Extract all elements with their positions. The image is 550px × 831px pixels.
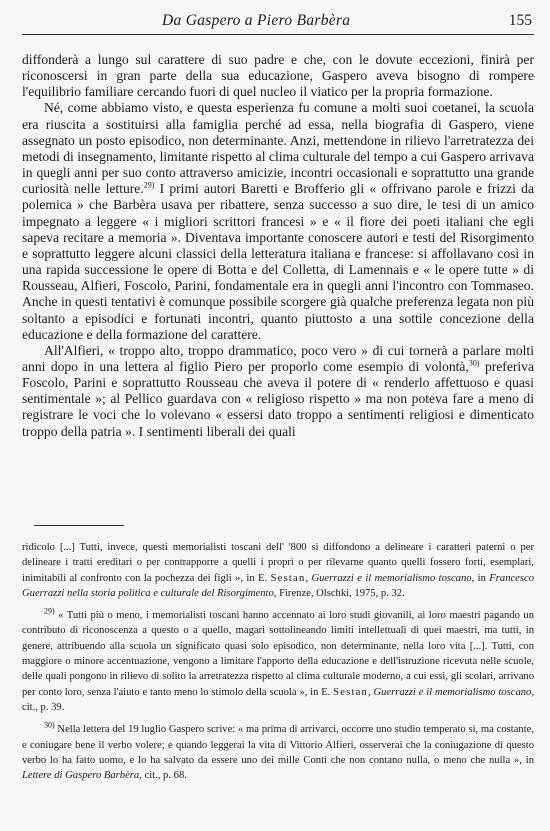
footnote-title: Guerrazzi e il memorialismo toscano xyxy=(311,572,472,584)
footnote-sep: , xyxy=(368,686,374,698)
paragraph-2 xyxy=(22,100,534,342)
footnote-divider xyxy=(34,525,124,526)
paragraph-1: diffonderà a lungo sul carattere di suo padre e che, con le dovute eccezioni, finirà per riconoscersi in gran parte della sua educazione, Gaspero aveva bisogno di rompere l'equilibrio familiare cercando fuori di quel nucleo il viatico per la propria formazione. xyxy=(22,52,534,100)
footnote-sep: , in xyxy=(471,572,490,584)
footnote-citation: , cit., p. 39. xyxy=(22,686,534,713)
paragraph-2-text-a: Né, come abbiamo visto, e questa esperienza fu comune a molti suoi coetanei, la scuola era riuscita a sostituirsi alla famiglia perché ad essa, nella biografia di Gaspero, viene assegnato un posto episodico, non determinante. Anzi, mettendone in rilievo l'arretratezza dei metodi di insegnamento, limitante rispetto al clima culturale del tempo a cui Gaspero arrivava in quegli anni per suo conto attraverso amicizie, incontri occasionali e soprattutto una grande curiosità nelle letture. xyxy=(22,100,534,197)
footnote-sep: , xyxy=(305,572,312,584)
footnote-author: Sestan xyxy=(270,572,306,584)
footnotes xyxy=(22,540,534,790)
running-title: Da Gaspero a Piero Barbèra xyxy=(162,12,351,29)
footnote-title: Lettere di Gaspero Barbèra xyxy=(22,770,140,782)
paragraph-2-text-b: I primi autori Baretti e Brofferio gli « offrivano parole e frizzi da polemica » che Barbèra usava per ribattere, senza successo a suo dire, le tesi di un amico impegnato a leggere « i migliori scrittori francesi » e « il fiore dei poeti italiani che egli sapeva recitare a memoria ». Diventava importante conoscere autori e testi del Risorgimento e soprattutto leggere alcuni classici della letteratura italiana e francese: si affollavano così in una rapida successione le opere di Botta e del Colletta, di Lamennais e « le opere tutte » di Rousseau, Alfieri, Foscolo, Parini, fondamentale era in quegli anni l'incontro con Tommaseo. Anche in questi tentativi è comunque possibile scorgere già qualche preferenza legata non più soltanto a episodici e fortunati incontri, quanto piuttosto a una sottile concezione della educazione e della formazione del carattere. xyxy=(22,181,534,342)
footnote-ref-30[interactable]: 30) xyxy=(468,358,480,368)
footnote-title: Francesco Guerrazzi nella storia politica e culturale del Risorgimento xyxy=(22,572,535,599)
footnote-title: Guerrazzi e il memorialismo toscano xyxy=(373,686,532,698)
footnote-29 xyxy=(22,608,534,715)
footnote-29-text: « Tutti più o meno, i memorialisti toscani hanno accennato ai loro studi giovanili, ai loro maestri pagando un contributo di riconoscenza a questo o a quello, magari sottolineando limiti intellettuali di quei maestri, ma tutti, in genere, attribuendo alla scuola un significato quasi solo episodico, non determinante, nella loro vita [...]. Tutti, con maggiore o minore accentuazione, vengono a limitare l'apporto della educazione e dell'istruzione ricevuta nelle scuole, delle quali pongono in rilievo di solito la arretratezza rispetto al clima culturale moderno, a cui essi, gli scolari, arrivano per conto loro, senza l'aiuto e tanto meno lo stimolo della scuola », in E. xyxy=(22,610,534,698)
footnote-30-text: Nella lettera del 19 luglio Gaspero scrive: « ma prima di arrivarci, occorre uno studio temperato sì, ma costante, e coniugare bene il verbo volere; e quando leggerai la vita di Vittorio Alfieri, osserverai che la coniugazione di questo verbo lo ha fatto uomo, e lo ha salvato da essere uno dei mille Conti che non contano nulla, o meno che nulla », in xyxy=(22,724,534,766)
page-header xyxy=(22,10,534,35)
page-number: 155 xyxy=(508,12,532,29)
footnote-30-mark: 30) xyxy=(44,720,55,730)
footnote-ref-29[interactable]: 29) xyxy=(143,180,155,190)
paragraph-3-text-a: All'Alfieri, « troppo alto, troppo drammatico, poco vero » di cui tornerà a parlare molti anni dopo in una lettera al figlio Piero per proporlo come esempio di volontà, xyxy=(22,342,534,374)
footnote-continued xyxy=(22,540,534,601)
footnote-29-mark: 29) xyxy=(44,606,55,616)
main-text xyxy=(22,52,534,440)
paragraph-3 xyxy=(22,343,534,440)
footnote-author: Sestan xyxy=(333,686,368,698)
footnote-citation: , Firenze, Olschki, 1975, p. 32. xyxy=(273,587,405,599)
footnote-continued-text: ridicolo [...] Tutti, invece, questi memorialisti toscani dell' '800 si diffondono a delineare i caratteri paterni o per delineare i tratti ereditari o per contrapporre a quelli i propri o per rilevarne quanto quelli fossero forti, esemplari, inimitabili al confronto con la pochezza dei figli », in E. xyxy=(22,542,534,584)
footnote-30 xyxy=(22,722,534,783)
paragraph-3-text-b: preferiva Foscolo, Parini e soprattutto Rousseau che aveva il potere di « renderlo affettuoso e quasi sentimentale »; al Pellico guardava con « religioso rispetto » ma non poteva fare a meno di registrare le voci che lo volevano « essersi dato troppo a sentimenti religiosi e dimenticato troppo della patria ». I sentimenti liberali dei quali xyxy=(22,358,535,439)
footnote-citation: , cit., p. 68. xyxy=(139,770,187,782)
